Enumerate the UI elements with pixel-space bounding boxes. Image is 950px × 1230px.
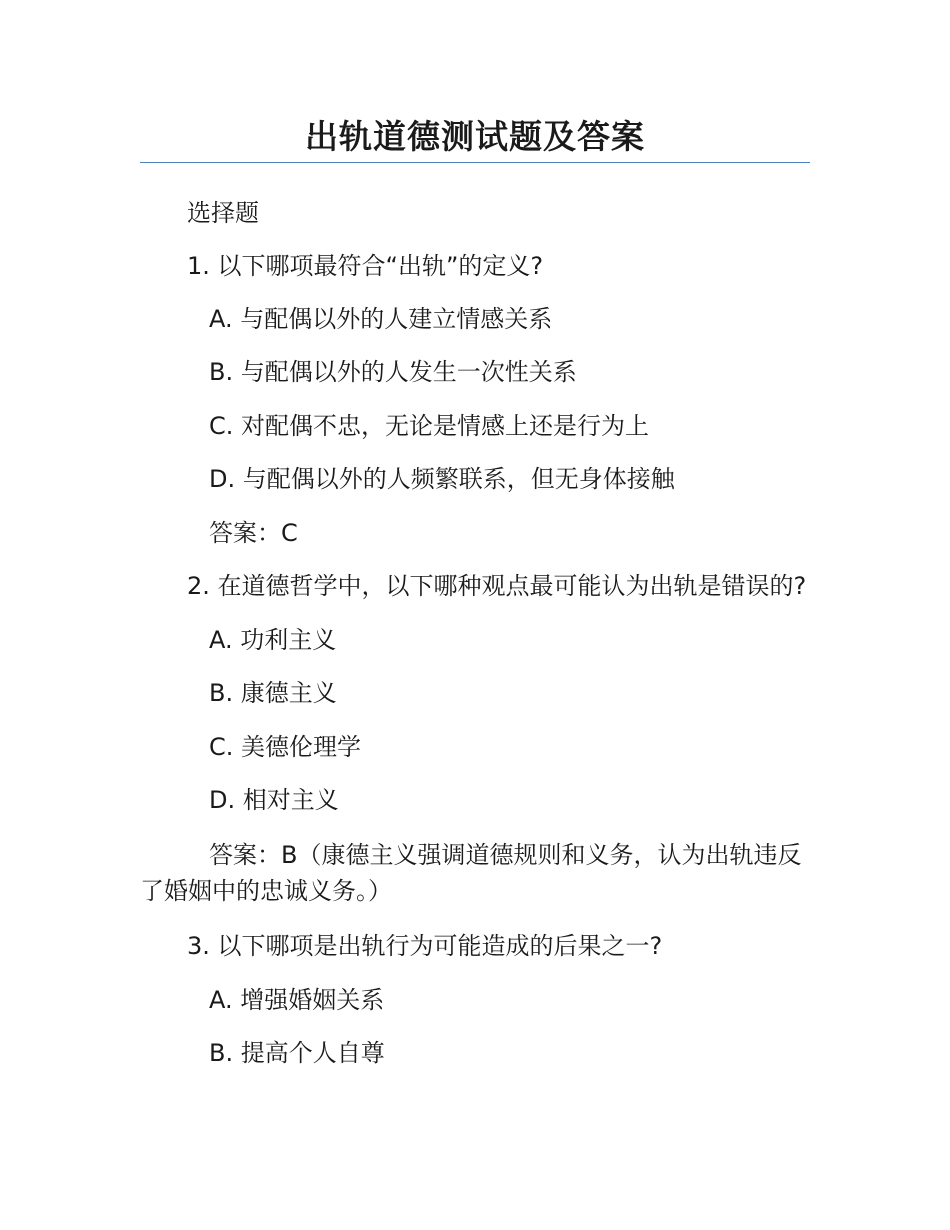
question-1-option-b: B. 与配偶以外的人发生一次性关系: [209, 358, 577, 386]
question-2-text: 2. 在道德哲学中，以下哪种观点最可能认为出轨是错误的?: [187, 572, 807, 600]
document-title: 出轨道德测试题及答案: [305, 117, 645, 156]
question-2-option-b: B. 康德主义: [209, 679, 337, 707]
question-1-option-c: C. 对配偶不忠，无论是情感上还是行为上: [209, 412, 650, 440]
question-1-option-a: A. 与配偶以外的人建立情感关系: [209, 305, 553, 333]
section-label: 选择题: [187, 199, 259, 227]
question-2-option-a: A. 功利主义: [209, 626, 337, 654]
question-3-text: 3. 以下哪项是出轨行为可能造成的后果之一?: [187, 932, 663, 960]
question-2-option-c: C. 美德伦理学: [209, 733, 362, 761]
question-2-option-d: D. 相对主义: [209, 786, 339, 814]
question-1-answer: 答案：C: [209, 519, 298, 547]
question-1-option-d: D. 与配偶以外的人频繁联系，但无身体接触: [209, 465, 675, 493]
question-3-option-b: B. 提高个人自尊: [209, 1039, 385, 1067]
title-underline: [140, 162, 810, 163]
question-2-answer: 答案：B（康德主义强调道德规则和义务，认为出轨违反了婚姻中的忠诚义务。）: [140, 841, 802, 905]
question-3-option-a: A. 增强婚姻关系: [209, 986, 385, 1014]
question-1-text: 1. 以下哪项最符合“出轨”的定义?: [187, 252, 544, 280]
